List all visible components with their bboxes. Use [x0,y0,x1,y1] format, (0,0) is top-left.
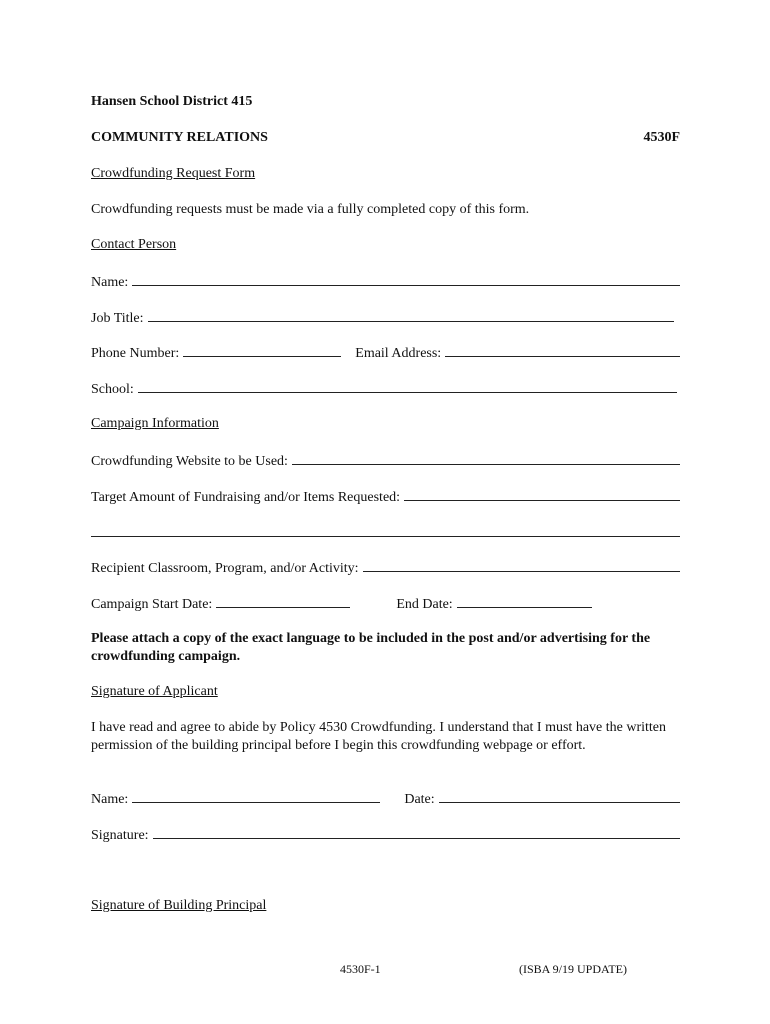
target-row [91,488,680,506]
job-title-row [91,309,674,327]
applicant-signature-label: Signature: [91,828,149,843]
start-date-field[interactable] [216,595,350,608]
contact-name-row [91,273,680,291]
applicant-name-label: Name: [91,792,129,807]
section-title: COMMUNITY RELATIONS [91,130,268,145]
applicant-date-field[interactable] [439,790,680,803]
applicant-signature-row [91,826,680,844]
school-label: School: [91,382,134,397]
applicant-name-date-row [91,790,680,808]
email-label: Email Address: [355,346,442,361]
applicant-name-field[interactable] [132,790,380,803]
end-date-field[interactable] [457,595,592,608]
phone-field[interactable] [183,344,341,357]
phone-label: Phone Number: [91,346,180,361]
applicant-date-label: Date: [404,792,435,807]
start-date-label: Campaign Start Date: [91,597,213,612]
attach-note: Please attach a copy of the exact language to be included in the post and/or advertising for the crowdfunding campaign. [91,631,651,664]
applicant-heading: Signature of Applicant [91,684,218,699]
contact-name-field[interactable] [132,273,680,286]
target-continuation-field[interactable] [91,524,680,537]
website-label: Crowdfunding Website to be Used: [91,454,288,469]
applicant-signature-field[interactable] [153,826,680,839]
school-row [91,380,677,398]
contact-name-label: Name: [91,275,129,290]
policy-code: 4530F [643,130,680,145]
job-title-label: Job Title: [91,311,144,326]
dates-row [91,595,680,613]
section-header [91,130,680,146]
email-field[interactable] [445,344,680,357]
form-title: Crowdfunding Request Form [91,166,256,181]
website-row [91,452,680,470]
school-field[interactable] [138,380,677,393]
recipient-row [91,559,680,577]
website-field[interactable] [292,452,680,465]
target-label: Target Amount of Fundraising and/or Items Requested: [91,490,401,505]
recipient-label: Recipient Classroom, Program, and/or Activity: [91,561,359,576]
recipient-field[interactable] [363,559,680,572]
contact-heading: Contact Person [91,237,177,252]
target-field[interactable] [404,488,680,501]
principal-heading: Signature of Building Principal [91,898,267,913]
update-note: (ISBA 9/19 UPDATE) [519,962,628,976]
campaign-heading: Campaign Information [91,416,219,431]
target-continuation-row [91,524,680,537]
district-name: Hansen School District 415 [91,94,253,109]
page-number: 4530F-1 [340,962,381,976]
phone-email-row [91,344,680,362]
end-date-label: End Date: [396,597,453,612]
intro-text: Crowdfunding requests must be made via a fully completed copy of this form. [91,202,530,217]
applicant-statement: I have read and agree to abide by Policy 4530 Crowdfunding. I understand that I must have the written permission of the building principal before I begin this crowdfunding webpage or effort. [91,720,667,753]
job-title-field[interactable] [148,309,674,322]
